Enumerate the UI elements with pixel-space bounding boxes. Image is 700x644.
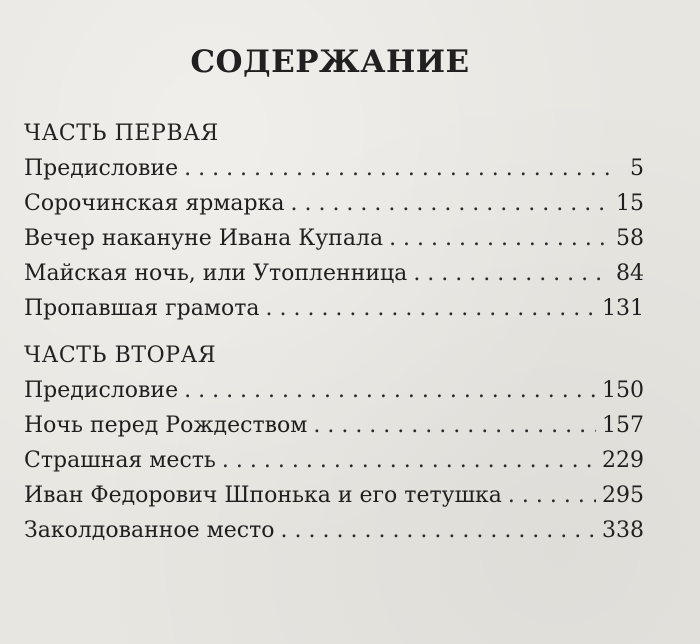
toc-entry-page: 15 <box>616 191 644 216</box>
dot-leader <box>313 408 596 443</box>
dot-leader <box>290 186 610 221</box>
dot-leader <box>184 373 596 408</box>
toc-entry <box>24 221 644 256</box>
toc-entry-title: Ночь перед Рождеством <box>24 413 308 438</box>
toc-entry <box>24 443 644 478</box>
part-one-section <box>24 117 644 326</box>
toc-entry-title: Майская ночь, или Утопленница <box>24 261 408 286</box>
toc-entry-title: Сорочинская ярмарка <box>24 191 285 216</box>
dot-leader <box>184 151 618 186</box>
toc-entry-page: 150 <box>602 378 644 403</box>
toc-entry <box>24 256 644 291</box>
dot-leader <box>389 221 610 256</box>
toc-entry-page: 5 <box>630 156 644 181</box>
toc-entry-title: Предисловие <box>24 156 179 181</box>
toc-entry-page: 131 <box>602 296 644 321</box>
part-heading: ЧАСТЬ ВТОРАЯ <box>24 343 217 368</box>
part-heading: ЧАСТЬ ПЕРВАЯ <box>24 121 219 146</box>
toc-entry-page: 84 <box>616 261 644 286</box>
toc-entry <box>24 513 644 548</box>
page-title: СОДЕРЖАНИЕ <box>190 44 470 80</box>
toc-entry <box>24 478 644 513</box>
toc-entry <box>24 291 644 326</box>
toc-entry-page: 338 <box>602 518 644 543</box>
toc-entry-page: 295 <box>602 483 644 508</box>
toc-entry-title: Заколдованное место <box>24 518 275 543</box>
toc-entry-page: 229 <box>602 448 644 473</box>
toc-entry-page: 58 <box>616 226 644 251</box>
toc-entry-title: Вечер накануне Ивана Купала <box>24 226 384 251</box>
dot-leader <box>508 478 596 513</box>
dot-leader <box>266 291 597 326</box>
toc-entry-title: Предисловие <box>24 378 179 403</box>
dot-leader <box>222 443 596 478</box>
dot-leader <box>413 256 610 291</box>
toc-entry-title: Пропавшая грамота <box>24 296 260 321</box>
toc-entry <box>24 151 644 186</box>
toc-entry <box>24 373 644 408</box>
part-two-section <box>24 339 644 548</box>
toc-entry-title: Страшная месть <box>24 448 216 473</box>
dot-leader <box>281 513 596 548</box>
toc-entry-title: Иван Федорович Шпонька и его тетушка <box>24 483 502 508</box>
toc-entry <box>24 186 644 221</box>
toc-entry <box>24 408 644 443</box>
toc-entry-page: 157 <box>602 413 644 438</box>
